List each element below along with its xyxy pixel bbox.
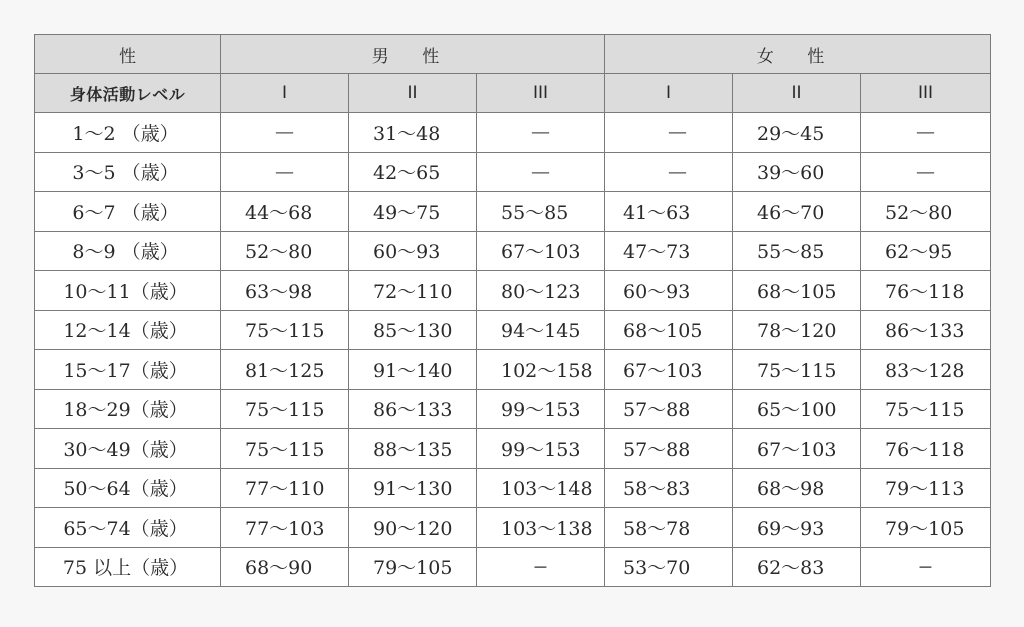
header-row-level [35, 74, 991, 113]
header-level-female-1: I [605, 74, 733, 113]
value-cell: — [221, 113, 349, 153]
value-cell: — [861, 113, 991, 153]
value-cell: 49～75 [349, 192, 477, 232]
value-cell: 79～105 [861, 508, 991, 548]
header-male: 男 性 [221, 35, 605, 74]
age-group-cell: 8～9 （歳） [35, 231, 221, 271]
age-group-cell: 3～5 （歳） [35, 152, 221, 192]
table-row [35, 389, 991, 429]
table-row [35, 468, 991, 508]
table-body [35, 113, 991, 587]
value-cell: 94～145 [477, 310, 605, 350]
value-cell: 67～103 [733, 429, 861, 469]
value-cell: 39～60 [733, 152, 861, 192]
value-cell: 62～83 [733, 547, 861, 587]
table-row [35, 429, 991, 469]
value-cell: — [861, 152, 991, 192]
value-cell: 80～123 [477, 271, 605, 311]
value-cell: 41～63 [605, 192, 733, 232]
table-row [35, 113, 991, 153]
value-cell: 44～68 [221, 192, 349, 232]
header-level-male-2: II [349, 74, 477, 113]
value-cell: 68～105 [605, 310, 733, 350]
value-cell: 55～85 [477, 192, 605, 232]
value-cell: 65～100 [733, 389, 861, 429]
value-cell: 83～128 [861, 350, 991, 390]
value-cell: — [605, 113, 733, 153]
value-cell: 76～118 [861, 271, 991, 311]
value-cell: 58～83 [605, 468, 733, 508]
value-cell: 86～133 [349, 389, 477, 429]
value-cell: 42～65 [349, 152, 477, 192]
value-cell: 57～88 [605, 429, 733, 469]
value-cell: 90～120 [349, 508, 477, 548]
age-group-cell: 30～49（歳） [35, 429, 221, 469]
value-cell: 79～113 [861, 468, 991, 508]
value-cell: − [477, 547, 605, 587]
value-cell: 62～95 [861, 231, 991, 271]
value-cell: 46～70 [733, 192, 861, 232]
value-cell: 102～158 [477, 350, 605, 390]
value-cell: 68～98 [733, 468, 861, 508]
value-cell: 60～93 [349, 231, 477, 271]
table-row [35, 192, 991, 232]
header-sex-label: 性 [35, 35, 221, 74]
value-cell: 68～90 [221, 547, 349, 587]
value-cell: 85～130 [349, 310, 477, 350]
value-cell: 47～73 [605, 231, 733, 271]
value-cell: 76～118 [861, 429, 991, 469]
value-cell: 31～48 [349, 113, 477, 153]
value-cell: 63～98 [221, 271, 349, 311]
value-cell: — [605, 152, 733, 192]
age-group-cell: 18～29（歳） [35, 389, 221, 429]
value-cell: 67～103 [605, 350, 733, 390]
value-cell: 91～140 [349, 350, 477, 390]
value-cell: 67～103 [477, 231, 605, 271]
value-cell: 57～88 [605, 389, 733, 429]
value-cell: 103～138 [477, 508, 605, 548]
header-level-male-1: I [221, 74, 349, 113]
value-cell: 75～115 [221, 310, 349, 350]
value-cell: 77～103 [221, 508, 349, 548]
age-group-cell: 75 以上（歳） [35, 547, 221, 587]
value-cell: 75～115 [861, 389, 991, 429]
value-cell: 75～115 [733, 350, 861, 390]
age-group-cell: 1～2 （歳） [35, 113, 221, 153]
value-cell: 77～110 [221, 468, 349, 508]
value-cell: 29～45 [733, 113, 861, 153]
value-cell: 91～130 [349, 468, 477, 508]
value-cell: 75～115 [221, 429, 349, 469]
table-row [35, 508, 991, 548]
header-level-female-2: II [733, 74, 861, 113]
age-group-cell: 10～11（歳） [35, 271, 221, 311]
value-cell: — [477, 152, 605, 192]
header-row-sex [35, 35, 991, 74]
table-row [35, 271, 991, 311]
value-cell: 99～153 [477, 389, 605, 429]
table-header [35, 35, 991, 113]
value-cell: 78～120 [733, 310, 861, 350]
value-cell: − [861, 547, 991, 587]
value-cell: 81～125 [221, 350, 349, 390]
value-cell: 72～110 [349, 271, 477, 311]
header-level-male-3: III [477, 74, 605, 113]
table-row [35, 231, 991, 271]
table-row [35, 547, 991, 587]
header-level-female-3: III [861, 74, 991, 113]
value-cell: — [477, 113, 605, 153]
value-cell: 58～78 [605, 508, 733, 548]
age-group-cell: 65～74（歳） [35, 508, 221, 548]
value-cell: 52～80 [861, 192, 991, 232]
header-activity-level-label: 身体活動レベル [35, 74, 221, 113]
table-row [35, 350, 991, 390]
header-female: 女 性 [605, 35, 991, 74]
value-cell: 55～85 [733, 231, 861, 271]
value-cell: 60～93 [605, 271, 733, 311]
table-row [35, 310, 991, 350]
value-cell: 68～105 [733, 271, 861, 311]
table-row [35, 152, 991, 192]
value-cell: — [221, 152, 349, 192]
value-cell: 53～70 [605, 547, 733, 587]
age-group-cell: 12～14（歳） [35, 310, 221, 350]
age-group-cell: 50～64（歳） [35, 468, 221, 508]
value-cell: 79～105 [349, 547, 477, 587]
value-cell: 69～93 [733, 508, 861, 548]
age-group-cell: 15～17（歳） [35, 350, 221, 390]
value-cell: 86～133 [861, 310, 991, 350]
age-group-cell: 6～7 （歳） [35, 192, 221, 232]
value-cell: 88～135 [349, 429, 477, 469]
value-cell: 52～80 [221, 231, 349, 271]
value-cell: 99～153 [477, 429, 605, 469]
value-cell: 75～115 [221, 389, 349, 429]
protein-intake-table [34, 34, 991, 587]
value-cell: 103～148 [477, 468, 605, 508]
